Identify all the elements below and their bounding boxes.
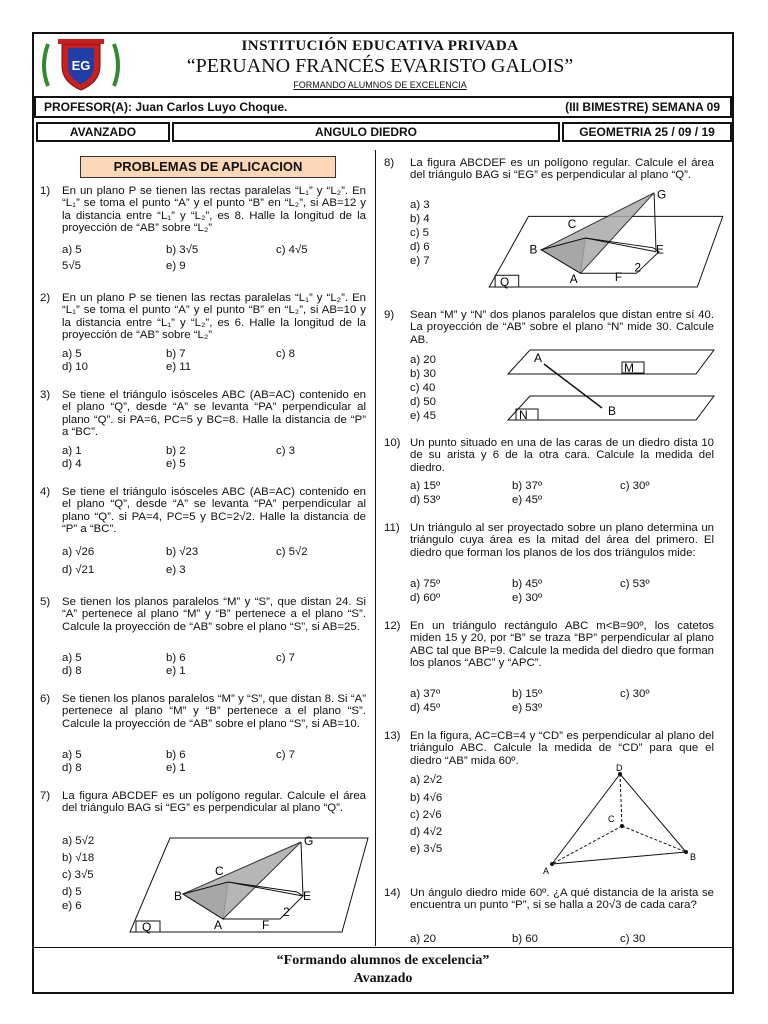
option: e) 11: [166, 361, 192, 373]
option: e) 1: [166, 762, 186, 774]
option: a) 5: [62, 652, 82, 664]
option: a) √26: [62, 546, 95, 558]
option: d) 60º: [410, 592, 441, 604]
problem-number: 14): [384, 887, 401, 899]
option: a) 5: [62, 244, 82, 256]
problem-number: 10): [384, 437, 401, 449]
option: c) 53º: [620, 578, 650, 590]
problem-text: En un triángulo rectángulo ABC m<B=90º, los catetos miden 15 y 20, por “B” se traza “BP” perpendicular al plano ABC tal que BP=9. Calcule la medida del diedro que forman los planos “ABC” y “APC”.: [410, 620, 714, 670]
problem-text: En un plano P se tienen las rectas paralelas “L₁” y “L₂”. En “L₁” se toma el punto “A” y el punto “B” en “L₂”, si AB=12 y la distancia entre “L₁” y “L₂”, es 8. Halle la longitud de la proyección de “AB” sobre “L₂”: [62, 185, 366, 235]
tetrahedron-figure-13: [540, 760, 706, 876]
problem-text: Se tiene el triángulo isósceles ABC (AB=AC) contenido en el plano “Q”, desde “A” se levanta “PA” perpendicular al plano “Q”. si PA=4, PC=5 y BC=2√2. Halle la distancia de “P” a “BC”.: [62, 486, 366, 536]
label-b: B: [529, 243, 538, 257]
option: b) 15º: [512, 688, 543, 700]
problem-number: 8): [384, 157, 395, 169]
label-2: 2: [283, 905, 290, 919]
option: b) 37º: [512, 480, 543, 492]
problem-number: 3): [40, 389, 51, 401]
option: b) 7: [166, 348, 186, 360]
label-d: D: [616, 763, 623, 773]
option: d) 6: [410, 241, 430, 253]
option: c) 7: [276, 749, 295, 761]
problem-text: La figura ABCDEF es un polígono regular. Calcule el área del triángulo BAG si “EG” es perpendicular al plano “Q”.: [410, 157, 714, 182]
option: d) 53º: [410, 494, 441, 506]
problem-number: 7): [40, 790, 51, 802]
label-g: G: [657, 188, 667, 202]
problem-text: En la figura, AC=CB=4 y “CD” es perpendicular al plano del triángulo ABC. Calcule la medida de “CD” para que el diedro “AB” mida 60º.: [410, 730, 714, 767]
option: c) 5√2: [276, 546, 308, 558]
option: d) 10: [62, 361, 88, 373]
option: d) 4√2: [410, 826, 443, 838]
option: b) 4√6: [410, 792, 443, 804]
option: d) 4: [62, 458, 82, 470]
institution-title: INSTITUCIÓN EDUCATIVA PRIVADA: [241, 38, 519, 54]
option: d) 45º: [410, 702, 441, 714]
problem-number: 9): [384, 309, 395, 321]
label-e: E: [656, 243, 664, 257]
school-motto: FORMANDO ALUMNOS DE EXCELENCIA: [293, 80, 467, 90]
option: d) √21: [62, 564, 95, 576]
option: d) 8: [62, 762, 82, 774]
option: a) 3: [410, 199, 430, 211]
option: c) 30: [620, 933, 646, 945]
label-a: A: [543, 866, 550, 876]
option: c) 4√5: [276, 244, 308, 256]
option: c) 3√5: [62, 869, 94, 881]
option: d) 5: [62, 886, 82, 898]
option: e) 9: [166, 260, 186, 272]
option: a) 37º: [410, 688, 441, 700]
option: b) 45º: [512, 578, 543, 590]
period-label: (III BIMESTRE) SEMANA 09: [565, 100, 720, 114]
school-logo: [38, 36, 124, 92]
problem-text: Un punto situado en una de las caras de un diedro dista 10 de su arista y 6 de la otra cara. Calcule la medida del diedro.: [410, 437, 714, 474]
topic-box: ANGULO DIEDRO: [172, 122, 560, 142]
label-n: N: [519, 408, 528, 422]
option: e) 3: [166, 564, 186, 576]
option: b) 3√5: [166, 244, 199, 256]
problem-text: Un triángulo al ser proyectado sobre un plano determina un triángulo cuya área es la mitad del área del primero. El diedro que forman los planos de los dos triángulos mide:: [410, 522, 714, 559]
option: e) 5: [166, 458, 186, 470]
label-f: F: [614, 271, 623, 285]
option: 5√5: [62, 260, 81, 272]
option: c) 7: [276, 652, 295, 664]
option: b) √23: [166, 546, 199, 558]
label-q: Q: [142, 920, 152, 934]
label-f: F: [262, 918, 270, 932]
option: b) 6: [166, 652, 186, 664]
option: e) 45º: [512, 494, 543, 506]
professor-name: PROFESOR(A): Juan Carlos Luyo Choque.: [44, 100, 288, 114]
label-a: A: [569, 273, 578, 287]
option: c) 8: [276, 348, 295, 360]
problem-text: Se tienen los planos paralelos “M” y “S”, que distan 8. Si “A” pertenece al plano “M” y “B” pertenece a el plano “S”. Calcule la proyección de “AB” sobre el plano “S”, si AB=10.: [62, 693, 366, 730]
option: a) 75º: [410, 578, 441, 590]
problem-text: Se tienen los planos paralelos “M” y “S”, que distan 24. Si “A” pertenece al plano “M” y “B” pertenece a el plano “S”. Calcule la proyección de “AB” sobre el plano “S”, si AB=25.: [62, 596, 366, 633]
logo-text: EG: [71, 58, 91, 73]
option: b) 6: [166, 749, 186, 761]
parallel-planes-figure-9: [506, 348, 718, 424]
problem-number: 4): [40, 486, 51, 498]
option: c) 2√6: [410, 809, 442, 821]
problem-number: 6): [40, 693, 51, 705]
label-c: C: [567, 218, 577, 232]
problem-number: 1): [40, 185, 51, 197]
option: a) 2√2: [410, 774, 443, 786]
option: c) 30º: [620, 688, 650, 700]
footer-motto: “Formando alumnos de excelencia”: [276, 953, 490, 968]
option: e) 6: [62, 900, 82, 912]
option: d) 50: [410, 396, 436, 408]
option: d) 8: [62, 665, 82, 677]
label-c: C: [215, 864, 224, 878]
option: e) 7: [410, 255, 430, 267]
option: b) 2: [166, 445, 186, 457]
label-a: A: [214, 918, 223, 932]
label-c: C: [608, 814, 615, 824]
option: c) 3: [276, 445, 295, 457]
option: b) 60: [512, 933, 538, 945]
option: a) 5: [62, 749, 82, 761]
problem-number: 2): [40, 292, 51, 304]
problem-number: 11): [384, 522, 400, 534]
problem-number: 5): [40, 596, 51, 608]
option: c) 40: [410, 382, 436, 394]
label-m: M: [624, 361, 634, 375]
label-b: B: [608, 404, 617, 418]
problem-number: 12): [384, 620, 401, 632]
label-q: Q: [500, 276, 510, 289]
label-b: B: [174, 889, 183, 903]
label-b: B: [690, 852, 697, 862]
option: e) 3√5: [410, 843, 443, 855]
hexagon-figure-7: [128, 832, 372, 938]
option: e) 45: [410, 410, 436, 422]
option: a) 5: [62, 348, 82, 360]
section-title: PROBLEMAS DE APLICACION: [80, 156, 336, 178]
label-a: A: [534, 351, 543, 365]
footer-divider: [34, 947, 732, 948]
option: b) 4: [410, 213, 430, 225]
column-divider: [375, 150, 376, 946]
option: c) 30º: [620, 480, 650, 492]
option: b) 30: [410, 368, 436, 380]
option: e) 30º: [512, 592, 543, 604]
label-e: E: [303, 889, 312, 903]
problem-text: La figura ABCDEF es un polígono regular. Calcule el área del triángulo BAG si “EG” es perpendicular al plano “Q”.: [62, 790, 366, 815]
option: a) 20: [410, 933, 436, 945]
option: a) 5√2: [62, 835, 95, 847]
option: c) 5: [410, 227, 429, 239]
problem-text: Sean “M” y “N” dos planos paralelos que distan entre sí 40. La proyección de “AB” sobre el plano “N” mide 30. Calcule AB.: [410, 309, 714, 346]
problem-number: 13): [384, 730, 401, 742]
option: a) 20: [410, 354, 436, 366]
label-g: G: [304, 834, 314, 848]
level-box: AVANZADO: [36, 122, 170, 142]
option: e) 1: [166, 665, 186, 677]
school-name: “PERUANO FRANCÉS EVARISTO GALOIS”: [186, 55, 574, 77]
problem-text: Un ángulo diedro mide 60º. ¿A qué distancia de la arista se encuentra un punto “P”, si se halla a 20√3 de cada cara?: [410, 887, 714, 912]
hexagon-figure-8: [484, 185, 730, 289]
option: a) 1: [62, 445, 82, 457]
footer-level: Avanzado: [353, 971, 413, 986]
problem-text: Se tiene el triángulo isósceles ABC (AB=AC) contenido en el plano “Q”, desde “A” se levanta “PA” perpendicular al plano “Q”. si PA=6, PC=5 y BC=8. Halle la distancia de “P” a “BC”.: [62, 389, 366, 439]
problem-text: En un plano P se tienen las rectas paralelas “L₁” y “L₂”. En “L₁” se toma el punto “A” y el punto “B” en “L₂”, si AB=10 y la distancia entre “L₁” y “L₂”, es 6. Halle la longitud de la proyección de “AB” sobre “L₂”: [62, 292, 366, 342]
option: a) 15º: [410, 480, 441, 492]
option: e) 53º: [512, 702, 543, 714]
course-date-box: GEOMETRIA 25 / 09 / 19: [562, 122, 732, 142]
professor-bar: [34, 96, 732, 118]
option: b) √18: [62, 852, 95, 864]
label-2: 2: [634, 261, 642, 275]
